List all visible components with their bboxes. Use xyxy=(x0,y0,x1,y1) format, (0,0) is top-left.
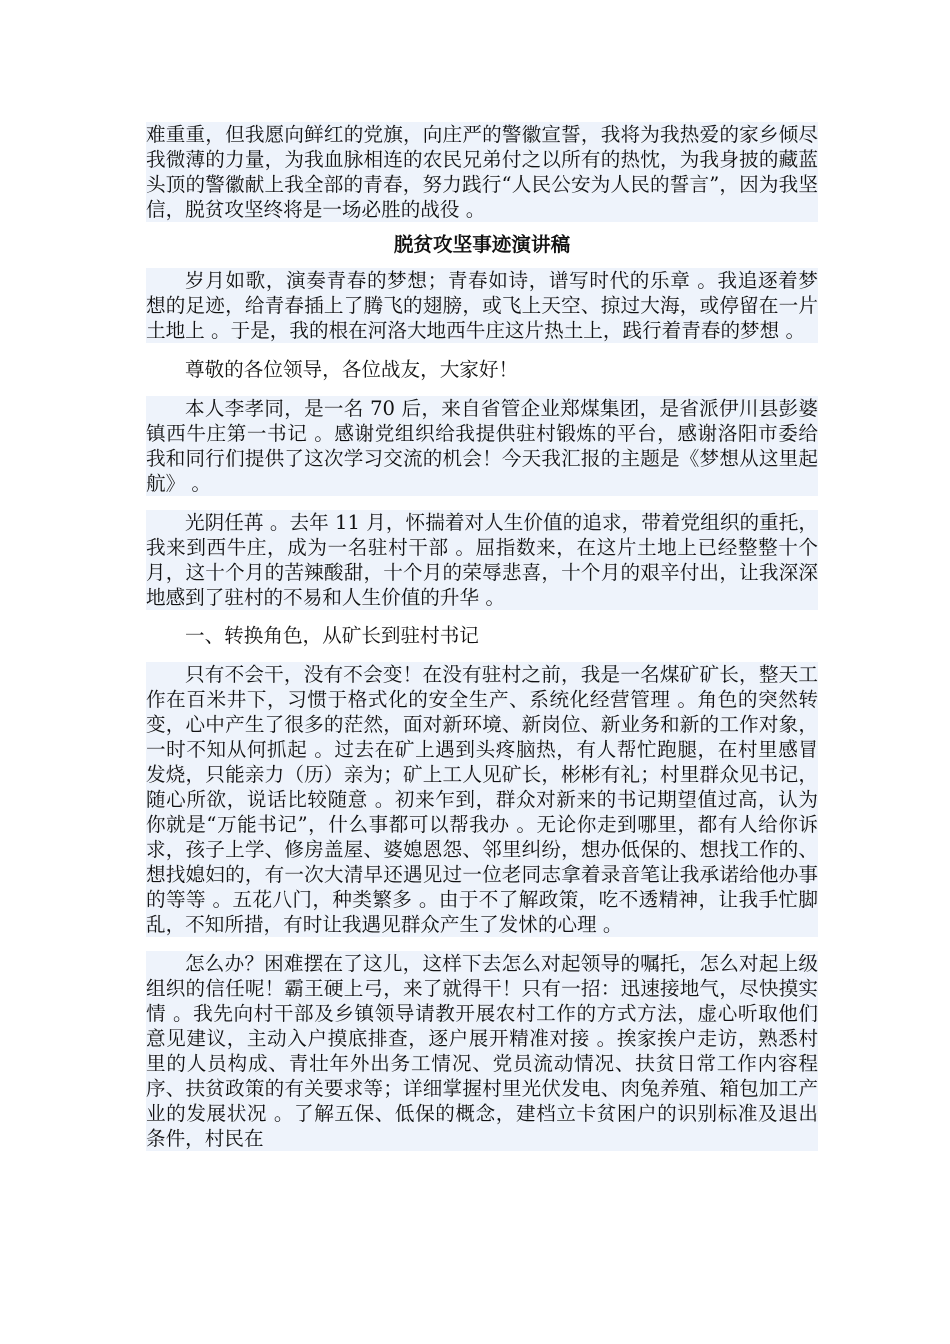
paragraph: 光阴任苒 。去年 11 月，怀揣着对人生价值的追求，带着党组织的重托，我来到西牛庄，成为一名驻村干部 。屈指数来，在这片土地上已经整整十个月，这十个月的苦辣酸甜，十个月的荣辱悲喜，十个月的艰辛付出，让我深深地感到了驻村的不易和人生价值的升华 。 xyxy=(146,511,818,609)
paragraph: 岁月如歌，演奏青春的梦想；青春如诗，谱写时代的乐章 。我追逐着梦想的足迹，给青春插上了腾飞的翅膀，或飞上天空、掠过大海，或停留在一片土地上 。于是，我的根在河洛大地西牛庄这片热土上，践行着青春的梦想 。 xyxy=(146,269,818,342)
paragraph: 尊敬的各位领导，各位战友，大家好！ xyxy=(185,358,519,381)
speech-title: 脱贫攻坚事迹演讲稿 xyxy=(393,233,571,256)
section-heading: 一、转换角色，从矿长到驻村书记 xyxy=(185,624,479,647)
paragraph: 怎么办？困难摆在了这儿，这样下去怎么对起领导的嘱托，怎么对起上级组织的信任呢！霸王硬上弓，来了就得干！只有一招：迅速接地气，尽快摸实情 。我先向村干部及乡镇领导请教开展农村工作的方式方法，虚心听取他们意见建议，主动入户摸底排查，逐户展开精准对接 。挨家挨户走访，熟悉村里的人员构成、青壮年外出务工情况、党员流动情况、扶贫日常工作内容程序、扶贫政策的有关要求等；详细掌握村里光伏发电、肉兔养殖、箱包加工产业的发展状况 。了解五保、低保的概念，建档立卡贫困户的识别标准及退出条件，村民在 xyxy=(146,952,818,1150)
document-body xyxy=(146,122,818,1151)
paragraph: 只有不会干，没有不会变！在没有驻村之前，我是一名煤矿矿长，整天工作在百米井下，习惯于格式化的安全生产、系统化经营管理 。角色的突然转变，心中产生了很多的茫然，面对新环境、新岗位、新业务和新的工作对象，一时不知从何抓起 。过去在矿上遇到头疼脑热，有人帮忙跑腿，在村里感冒发烧，只能亲力（历）亲为；矿上工人见矿长，彬彬有礼；村里群众见书记，随心所欲，说话比较随意 。初来乍到，群众对新来的书记期望值过高，认为你就是“万能书记”，什么事都可以帮我办 。无论你走到哪里，都有人给你诉求，孩子上学、修房盖屋、婆媳恩怨、邻里纠纷，想办低保的、想找工作的、想找媳妇的，有一次大清早还遇见过一位老同志拿着录音笔让我承诺给他办事的等等 。五花八门，种类繁多 。由于不了解政策，吃不透精神，让我手忙脚乱，不知所措，有时让我遇见群众产生了发怵的心理 。 xyxy=(146,663,818,936)
paragraph: 本人李孝同，是一名 70 后，来自省管企业郑煤集团，是省派伊川县彭婆镇西牛庄第一书记 。感谢党组织给我提供驻村锻炼的平台，感谢洛阳市委给我和同行们提供了这次学习交流的机会！今天我汇报的主题是《梦想从这里起航》 。 xyxy=(146,397,818,495)
intro-paragraph: 难重重，但我愿向鲜红的党旗，向庄严的警徽宣誓，我将为我热爱的家乡倾尽我微薄的力量，为我血脉相连的农民兄弟付之以所有的热忱，为我身披的藏蓝头顶的警徽献上我全部的青春，努力践行“人民公安为人民的誓言”，因为我坚信，脱贫攻坚终将是一场必胜的战役 。 xyxy=(146,123,818,221)
